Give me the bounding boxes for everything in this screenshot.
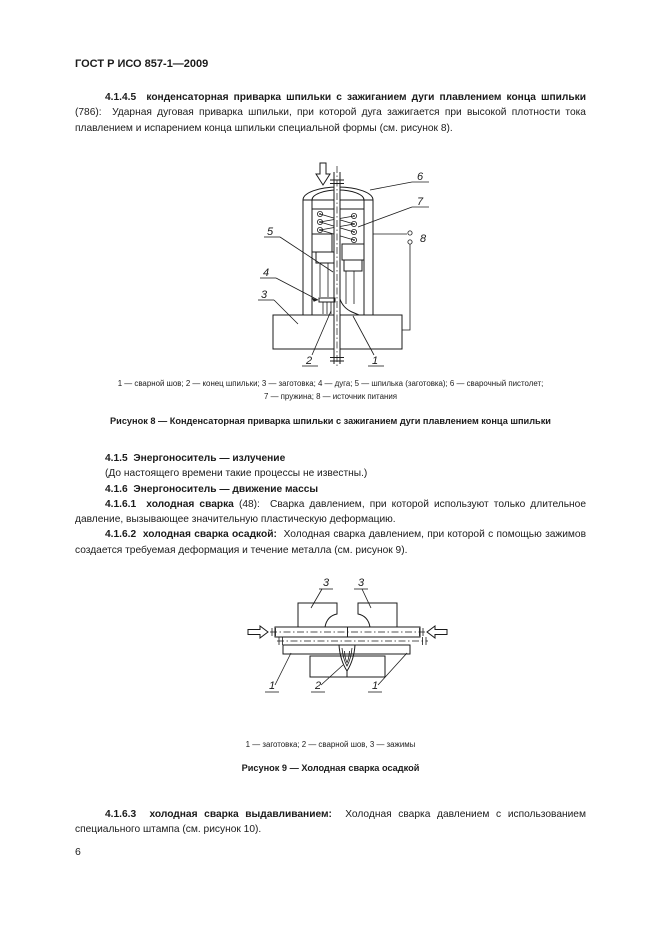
clause-number: 4.1.4.5 [105,92,137,103]
fig9-label-3-left: 3 [323,577,330,589]
jaw-right [344,260,362,271]
jaw-left [316,252,334,263]
fig9-label-1-right: 1 [372,680,379,692]
figure-9-legend: 1 — заготовка; 2 — сварной шов, 3 — зажимы [245,740,416,749]
fig8-label-7: 7 [417,196,424,208]
press-arrow-right-icon [427,626,447,638]
term-code: (786): [75,107,102,119]
heading-4-1-5: 4.1.5 Энергоноситель — излучение [105,453,286,464]
note-4-1-5: (До настоящего времени такие процессы не известны.) [105,468,368,480]
figure-8-caption: Рисунок 8 — Конденсаторная приварка шпильки с зажиганием дуги плавлением конца шпильки [110,416,551,426]
paragraph-4-1-6-1: 4.1.6.1 холодная сварка (48): Сварка давлением, при которой используют только длительное давление, вызывающее значительную пластическую деформацию. [75,498,586,526]
fig9-label-3-right: 3 [358,577,365,589]
figure-9-diagram [240,575,450,700]
fig8-label-4: 4 [263,267,270,279]
gun-wall-right [364,200,373,315]
fig9-label-1-left: 1 [269,680,276,692]
heading-4-1-6: 4.1.6 Энергоноситель — движение массы [105,483,319,495]
fig9-label-2: 2 [315,680,322,692]
chuck-left [312,234,332,252]
paragraph-4-1-6-2: 4.1.6.2 холодная сварка осадкой: Холодная сварка давлением, при которой с помощью зажимов создается требуемая деформация и течение металла (см. рисунок 9). [75,529,586,556]
definition: Ударная дуговая приварка шпильки, при которой дуга зажигается при высокой плотности тока плавлением и испарением конца шпильки специальной формы (см. рисунок 8). [75,107,586,134]
lower-workpiece-plate [283,645,410,654]
fig8-label-8: 8 [420,233,427,245]
fig8-label-5: 5 [267,226,274,238]
fig8-label-2: 2 [306,355,313,367]
leader-lines [258,182,429,366]
term: конденсаторная приварка шпильки с зажиганием дуги плавлением конца шпильки [146,92,586,103]
stud [330,172,344,364]
figure-9-caption: Рисунок 9 — Холодная сварка осадкой [241,763,420,773]
paragraph-4-1-4-5 [75,90,586,136]
sections-block [75,451,586,558]
fig8-label-1: 1 [372,355,379,367]
clamp-right [358,603,397,627]
fig8-label-3: 3 [261,289,268,301]
press-arrow-icon [316,163,330,185]
weld-seam [339,645,355,677]
page-number: 6 [75,846,81,858]
clamp-left [298,603,337,627]
paragraph-4-1-6-3: 4.1.6.3 холодная сварка выдавливанием: Холодная сварка давлением с использованием специального штампа (см. рисунок 10). [75,809,586,836]
figure-8-diagram [240,158,440,372]
press-arrow-left-icon [248,626,268,638]
chuck-right [342,244,364,260]
fig8-label-6: 6 [417,171,424,183]
document-header: ГОСТ Р ИСО 857-1—2009 [75,58,209,70]
figure-8-legend: 1 — сварной шов; 2 — конец шпильки; 3 — заготовка; 4 — дуга; 5 — шпилька (заготовка); 6 — сварочный пистолет; 7 — пружина; 8 — источник питания [117,379,544,401]
